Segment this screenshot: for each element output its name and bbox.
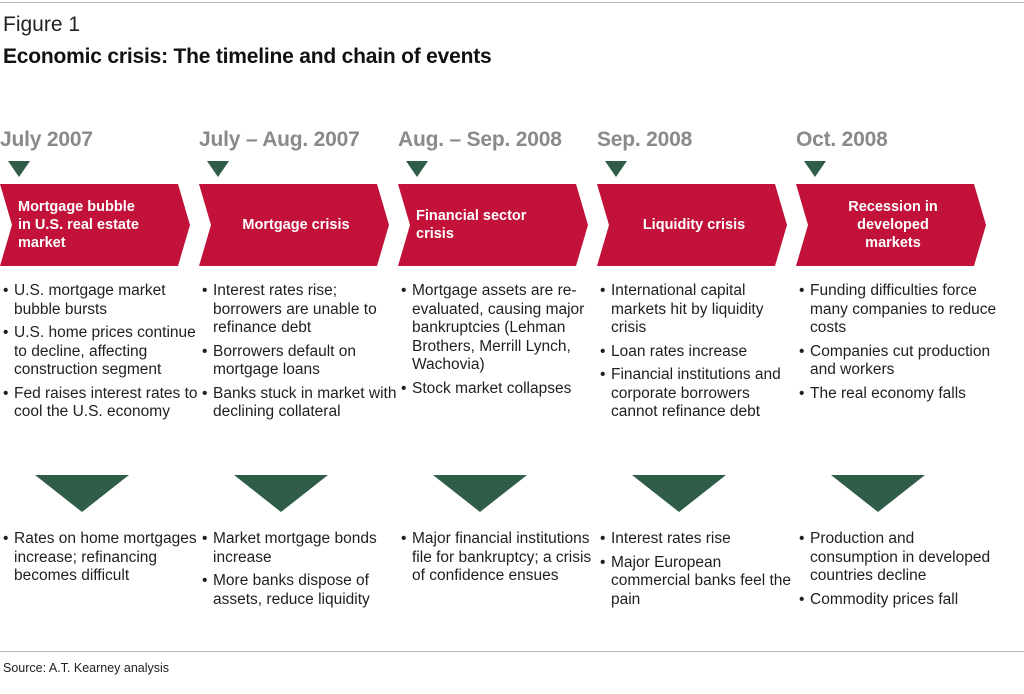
timeline-stage	[796, 0, 1006, 651]
timeline-stage	[597, 0, 797, 651]
stage-name: Mortgage crisis	[242, 217, 350, 233]
stage-name: Liquidity crisis	[642, 217, 746, 233]
stage-date: Sep. 2008	[597, 128, 693, 151]
stage-consequences-list	[799, 530, 1005, 614]
list-item: • Market mortgage bonds increase	[202, 530, 398, 567]
stage-date: Aug. – Sep. 2008	[398, 128, 562, 151]
list-item: • Banks stuck in market with declining collateral	[202, 385, 398, 422]
figure-title: Economic crisis: The timeline and chain of events	[3, 45, 492, 68]
date-marker-triangle	[207, 161, 229, 177]
stage-name: Financial sector crisis	[416, 208, 527, 242]
list-item: • Interest rates rise	[600, 530, 796, 549]
date-marker-triangle	[804, 161, 826, 177]
list-item: • Fed raises interest rates to cool the U.S. economy	[3, 385, 199, 422]
stage-effects-list	[401, 282, 597, 403]
stage-name: Recession in developed markets	[848, 199, 938, 251]
list-item: • U.S. mortgage market bubble bursts	[3, 282, 199, 319]
list-item: • Borrowers default on mortgage loans	[202, 343, 398, 380]
list-item: • Major financial institutions file for bankruptcy; a crisis of confidence ensues	[401, 530, 597, 586]
list-item: • Mortgage assets are re-evaluated, causing major bankruptcies (Lehman Brothers, Merrill Lynch, Wachovia)	[401, 282, 597, 375]
stage-effects-list	[600, 282, 796, 427]
timeline-stage	[0, 0, 200, 651]
stage-consequences-list	[3, 530, 199, 591]
list-item: • Loan rates increase	[600, 343, 796, 362]
list-item: • Funding difficulties force many companies to reduce costs	[799, 282, 1005, 338]
list-item: • Rates on home mortgages increase; refinancing becomes difficult	[3, 530, 199, 586]
down-arrow	[831, 475, 925, 512]
list-item: • U.S. home prices continue to decline, affecting construction segment	[3, 324, 199, 380]
list-item: • Financial institutions and corporate borrowers cannot refinance debt	[600, 366, 796, 422]
list-item: • The real economy falls	[799, 385, 1005, 404]
down-arrow	[433, 475, 527, 512]
stage-date: Oct. 2008	[796, 128, 888, 151]
source-note: Source: A.T. Kearney analysis	[3, 661, 170, 675]
list-item: • International capital markets hit by liquidity crisis	[600, 282, 796, 338]
stage-effects-list	[202, 282, 398, 427]
list-item: • Interest rates rise; borrowers are unable to refinance debt	[202, 282, 398, 338]
stage-effects-list	[3, 282, 199, 427]
stage-consequences-list	[202, 530, 398, 614]
timeline-stage	[199, 0, 399, 651]
stage-consequences-list	[401, 530, 597, 591]
date-marker-triangle	[406, 161, 428, 177]
stage-name: Mortgage bubble in U.S. real estate market	[18, 199, 139, 251]
down-arrow	[234, 475, 328, 512]
list-item: • Companies cut production and workers	[799, 343, 1005, 380]
stage-consequences-list	[600, 530, 796, 614]
down-arrow	[35, 475, 129, 512]
stage-date: July – Aug. 2007	[199, 128, 360, 151]
figure-label: Figure 1	[3, 13, 81, 36]
list-item: • Production and consumption in developed countries decline	[799, 530, 1005, 586]
list-item: • Major European commercial banks feel the pain	[600, 554, 796, 610]
timeline-stage	[398, 0, 598, 651]
date-marker-triangle	[605, 161, 627, 177]
stage-date: July 2007	[0, 128, 93, 151]
list-item: • More banks dispose of assets, reduce liquidity	[202, 572, 398, 609]
list-item: • Stock market collapses	[401, 380, 597, 399]
list-item: • Commodity prices fall	[799, 591, 1005, 610]
stage-effects-list	[799, 282, 1005, 408]
date-marker-triangle	[8, 161, 30, 177]
down-arrow	[632, 475, 726, 512]
bottom-rule	[0, 651, 1024, 652]
